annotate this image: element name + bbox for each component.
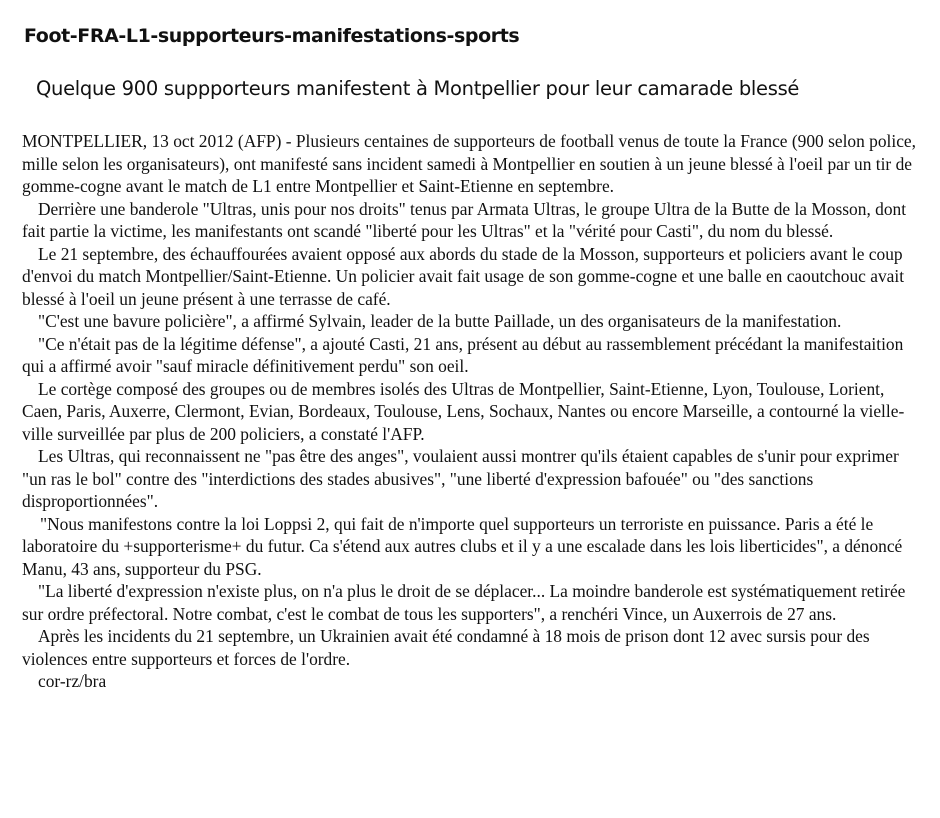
article-headline: Quelque 900 suppporteurs manifestent à Montpellier pour leur camarade blessé [36, 77, 800, 100]
paragraph: "La liberté d'expression n'existe plus, on n'a plus le droit de se déplacer... La moindre banderole est systématiquement retirée sur ordre préfectoral. Notre combat, c'est le combat de tous les supporters", a renchéri Vince, un Auxerrois de 27 ans. [22, 581, 906, 624]
paragraph: Le 21 septembre, des échauffourées avaient opposé aux abords du stade de la Mosson, supporteurs et policiers avant le coup d'envoi du match Montpellier/Saint-Etienne. Un policier avait fait usage de son gomme-cogne et une balle en caoutchouc avait blessé à l'oeil un jeune présent à une terrasse de café. [22, 243, 905, 309]
paragraph: "Nous manifestons contre la loi Loppsi 2, qui fait de n'importe quel supporteurs un terroriste en puissance. Paris a été le laboratoire du +supporterisme+ du futur. Ca s'étend aux autres clubs et il y a une escalade dans les lois liberticides", a dénoncé Manu, 43 ans, supporteur du PSG. [22, 513, 903, 579]
paragraph: "Ce n'était pas de la légitime défense", a ajouté Casti, 21 ans, présent au début au rassemblement précédant la manifestaition qui a affirmé avoir "sauf miracle définitivement perdu" son oeil. [22, 333, 904, 376]
paragraph-dateline: MONTPELLIER, 13 oct 2012 (AFP) - Plusieurs centaines de supporteurs de football venus de toute la France (900 selon police, mille selon les organisateurs), ont manifesté sans incident samedi à Montpellier en soutien à un jeune blessé à l'oeil par un tir de gomme-cogne avant le match de L1 entre Montpellier et Saint-Etienne en septembre. [22, 131, 916, 196]
paragraph: Derrière une banderole "Ultras, unis pour nos droits" tenus par Armata Ultras, le groupe Ultra de la Butte de la Mosson, dont fait partie la victime, les manifestants ont scandé "liberté pour les Ultras" et la "vérité pour Casti", du nom du blessé. [22, 198, 907, 241]
article-slug: Foot-FRA-L1-supporteurs-manifestations-sports [24, 25, 520, 47]
paragraph: Le cortège composé des groupes ou de membres isolés des Ultras de Montpellier, Saint-Etienne, Lyon, Toulouse, Lorient, Caen, Paris, Auxerre, Clermont, Evian, Bordeaux, Toulouse, Lens, Sochaux, Nantes ou encore Marseille, a contourné la vielle-ville surveillée par plus de 200 policiers, a constaté l'AFP. [22, 378, 905, 444]
paragraph: "C'est une bavure policière", a affirmé Sylvain, leader de la butte Paillade, un des organisateurs de la manifestation. [38, 311, 842, 331]
paragraph: Après les incidents du 21 septembre, un Ukrainien avait été condamné à 18 mois de prison dont 12 avec sursis pour des violences entre supporteurs et forces de l'ordre. [22, 626, 870, 669]
paragraph: Les Ultras, qui reconnaissent ne "pas être des anges", voulaient aussi montrer qu'ils étaient capables de s'unir pour exprimer "un ras le bol" contre des "interdictions des stades abusives", "une liberté d'expression bafouée" ou "des sanctions disproportionnées". [22, 446, 899, 511]
article-body [22, 130, 922, 693]
signature: cor-rz/bra [38, 671, 107, 691]
